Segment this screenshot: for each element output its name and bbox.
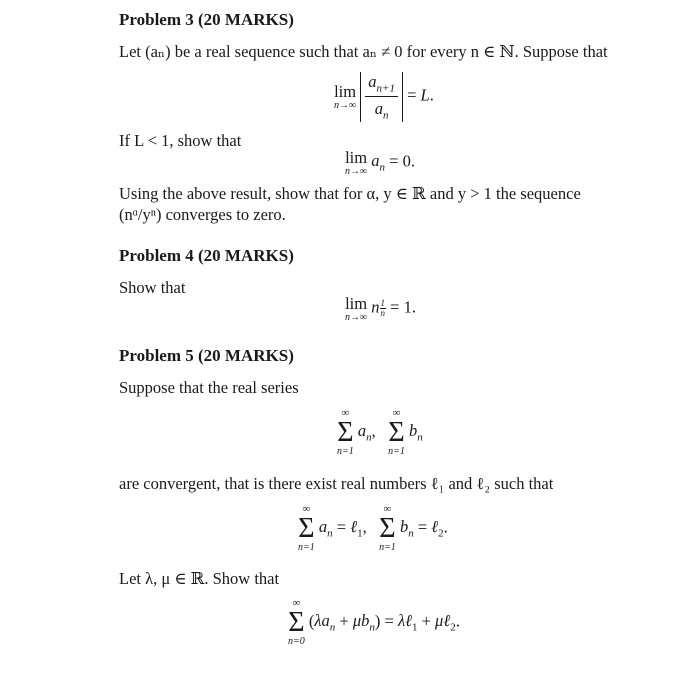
ratio-limit-equation: lim n→∞ $\frac{a_{n+1}}{a_n}$ = L. xyxy=(334,72,434,122)
problem-3-statement: Let (aₙ) be a real sequence such that aₙ ≠ 0 for every n ∈ ℕ. Suppose that xyxy=(119,42,608,61)
nth-root-limit-equation: lim n→∞ n $\frac{1}{n}$ = 1. xyxy=(345,294,416,323)
problem-3-heading: Problem 3 (20 MARKS) xyxy=(119,10,294,29)
problem-4-statement: Show that xyxy=(119,278,186,297)
linear-combination-equation: ∞ Σ n=0 $(\lambda a_n + \mu b_n)$ = λℓ$_1$ + μℓ$_2$. xyxy=(288,597,460,647)
problem-4-heading: Problem 4 (20 MARKS) xyxy=(119,246,294,265)
limit-zero-equation: lim n→∞ $a_n = 0$. xyxy=(345,148,415,177)
using-result-line-1: Using the above result, show that for α, y ∈ ℝ and y > 1 the sequence xyxy=(119,184,581,203)
if-condition-text: If L < 1, show that xyxy=(119,131,242,150)
problem-5-heading: Problem 5 (20 MARKS) xyxy=(119,346,294,365)
problem-5-statement: Suppose that the real series xyxy=(119,378,299,397)
series-sums-equation: ∞ Σ n=1 $a_n$ = ℓ$_1$, ∞ Σ n=1 $b_n$ = ℓ$_2$. xyxy=(298,503,448,553)
series-pair: ∞ Σ n=1 $a_n$, ∞ Σ n=1 $b_n$ xyxy=(337,407,423,457)
let-lambda-mu-text: Let λ, μ ∈ ℝ. Show that xyxy=(119,569,280,588)
using-result-line-2: (nᵅ/yⁿ) converges to zero. xyxy=(119,205,286,224)
convergent-statement: are convergent, that is there exist real numbers ℓ₁ and ℓ₂ such that xyxy=(119,474,554,493)
